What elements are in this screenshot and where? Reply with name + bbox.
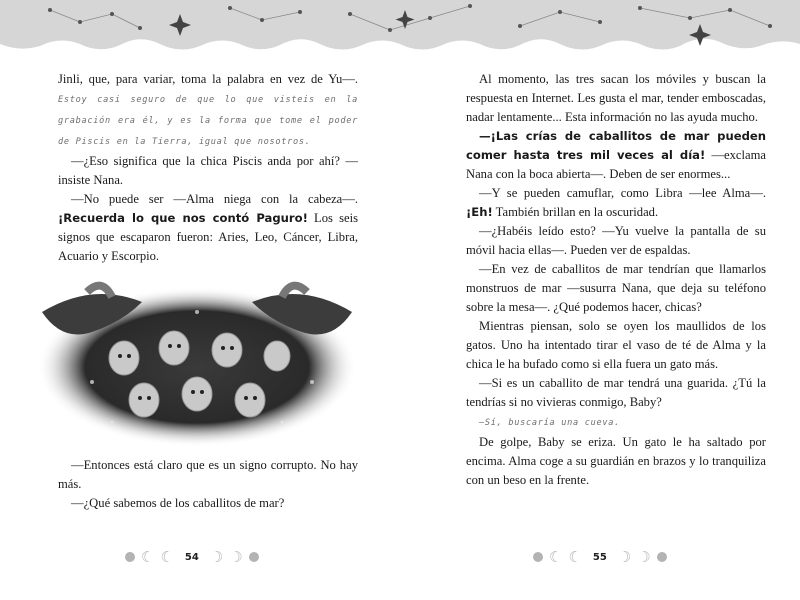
- text-run: —¿Habéis leído esto? —Yu vuelve la pantalla de su móvil hacia ellas—. Pueden ver de espaldas.: [466, 224, 766, 257]
- right-page-text: [466, 70, 766, 490]
- handwritten-speech: Estoy casi seguro de que lo que visteis en la grabación era él, y es la forma que tome el poder de Piscis en la Tierra, igual que nosotros.: [58, 95, 358, 147]
- text-run: Jinli, que, para variar, toma la palabra en vez de Yu—.: [58, 72, 358, 86]
- folio-dot-icon: [125, 552, 135, 562]
- folio-dot-icon: [657, 552, 667, 562]
- text-run: —exclama Nana con la boca abierta—. Deben de ser enormes...: [466, 148, 766, 181]
- moon-icon: ☽: [209, 548, 224, 566]
- seahorses-illustration: [32, 272, 362, 450]
- paragraph: [466, 70, 766, 127]
- text-run: —Y se pueden camuflar, como Libra —lee Alma—.: [479, 186, 766, 200]
- folio-dot-icon: [533, 552, 543, 562]
- page-number-right: [530, 548, 670, 566]
- moon-icon: ☽: [229, 548, 243, 566]
- paragraph: [466, 127, 766, 184]
- moon-icon: ☾: [568, 548, 582, 566]
- text-run: De golpe, Baby se eriza. Un gato le ha saltado por encima. Alma coge a su guardián en brazos y lo tranquiliza con un beso en la frente.: [466, 435, 766, 487]
- moon-icon: ☾: [141, 548, 155, 566]
- constellation-header: [0, 0, 800, 62]
- folio-dot-icon: [249, 552, 259, 562]
- left-page-text: [58, 70, 358, 266]
- text-run: —Si es un caballito de mar tendrá una guarida. ¿Tú la tendrías si no vivieras conmigo, Baby?: [466, 376, 766, 409]
- text-run: —Entonces está claro que es un signo corrupto. No hay más.: [58, 458, 358, 491]
- text-run: —¿Eso significa que la chica Piscis anda por ahí? —insiste Nana.: [58, 154, 358, 187]
- text-run: —No puede ser —Alma niega con la cabeza—.: [71, 192, 358, 206]
- bold-speech: ¡Recuerda lo que nos contó Paguro!: [58, 211, 308, 225]
- paragraph: [466, 184, 766, 222]
- left-page-text-continued: [58, 456, 358, 513]
- bold-speech: ¡Eh!: [466, 205, 493, 219]
- paragraph: [466, 412, 766, 433]
- moon-icon: ☽: [617, 548, 632, 566]
- paragraph: [58, 190, 358, 266]
- paragraph: [466, 433, 766, 490]
- moon-icon: ☾: [160, 548, 174, 566]
- text-run: Al momento, las tres sacan los móviles y buscan la respuesta en Internet. Les gusta el mar, tender emboscadas, nadar lentamente... Esta información no las ayuda mucho.: [466, 72, 766, 124]
- moon-icon: ☽: [637, 548, 651, 566]
- page-number: 55: [592, 551, 607, 563]
- page-number-left: [122, 548, 262, 566]
- moon-icon: ☾: [549, 548, 563, 566]
- page-number: 54: [184, 551, 199, 563]
- paragraph: [58, 456, 358, 494]
- text-run: —En vez de caballitos de mar tendrían que llamarlos monstruos de mar —susurra Nana, que deja su teléfono sobre la mesa—. ¿Qué podemos hacer, chicas?: [466, 262, 766, 314]
- paragraph: [58, 494, 358, 513]
- paragraph: [58, 152, 358, 190]
- handwritten-speech: —Sí, buscaría una cueva.: [479, 418, 620, 428]
- text-run: Los seis signos que escaparon fueron: Aries, Leo, Cáncer, Libra, Acuario y Escorpio.: [58, 211, 358, 263]
- text-run: —¿Qué sabemos de los caballitos de mar?: [71, 496, 285, 510]
- paragraph: [466, 317, 766, 374]
- text-run: También brillan en la oscuridad.: [492, 205, 659, 219]
- paragraph: [58, 70, 358, 152]
- paragraph: [466, 222, 766, 260]
- paragraph: [466, 374, 766, 412]
- paragraph: [466, 260, 766, 317]
- text-run: Mientras piensan, solo se oyen los maullidos de los gatos. Uno ha intentado tirar el vaso de té de Alma y la chica le ha bufado como si ella fuera un gato más.: [466, 319, 766, 371]
- bold-speech: —¡Las crías de caballitos de mar pueden comer hasta tres mil veces al día!: [466, 129, 766, 162]
